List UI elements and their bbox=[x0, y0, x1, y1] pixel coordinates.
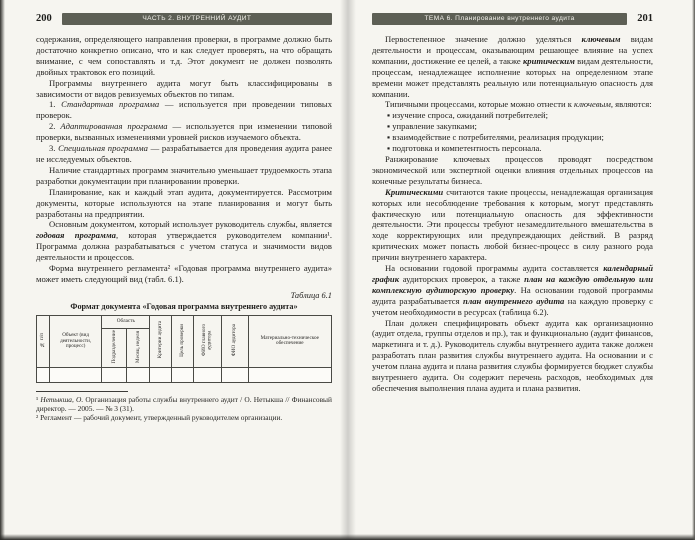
table-header-subdivision: Подразделение bbox=[102, 328, 127, 367]
paragraph: 3. Специальная программа — разрабатывается для проведения аудита ранее не исследуемых объектов. bbox=[36, 143, 333, 164]
paragraph: Программы внутреннего аудита могут быть классифицированы в зависимости от видов ревизуемых объектов по типам. bbox=[36, 77, 332, 99]
paragraph: Ранжирование ключевых процессов проводят посредством экономической или экспертной оценки влияния отдельных процессов на конечные результаты бизнеса. bbox=[372, 153, 653, 186]
page-number-left: 200 bbox=[36, 13, 52, 24]
table-header-lead-auditor: ФИО главного аудитора bbox=[194, 315, 221, 367]
paragraph: Форма внутреннего регламента² «Годовая программа внутреннего аудита» может иметь следующий вид (табл. 6.1). bbox=[36, 263, 332, 284]
bullet-item: ▪ изучение спроса, ожиданий потребителей; bbox=[387, 110, 548, 121]
scan-edge-bottom bbox=[0, 534, 695, 540]
table-header-month: Месяц, неделя bbox=[127, 328, 150, 367]
paragraph: ² Регламент — рабочий документ, утвержденный руководителем организации. bbox=[36, 413, 283, 423]
paragraph: Основным документом, который использует руководитель службы, является годовая программа, которая утверждается руководителем компании¹. Программа должна разрабатываться с учетом статуса и значимости видов деятельности и процессов. bbox=[36, 219, 333, 263]
left-text-column bbox=[36, 34, 332, 285]
page-head-right bbox=[372, 12, 653, 25]
table-header-area-group: Область bbox=[102, 315, 150, 328]
table-header-criteria: Критерии аудита bbox=[150, 315, 172, 367]
paragraph: Типичными процессами, которые можно отнести к ключевым, являются: bbox=[385, 99, 652, 110]
paragraph: 2. Адаптированная программа — используется при изменении типовой проверки, вызванных изменениями уровней рисков изучаемого объекта. bbox=[36, 121, 333, 143]
paragraph: 1. Стандартная программа — используется при проведении типовых проверок. bbox=[36, 99, 332, 121]
table-header-material: Материально-техническое обеспечение bbox=[248, 315, 331, 367]
running-header-right-label: ТЕМА 6. Планирование внутреннего аудита bbox=[424, 15, 575, 22]
paragraph: На основании годовой программы аудита составляется календарный график аудиторских проверок, а также план на каждую отдельную или комплексную аудиторскую проверку. На основании годовой программы аудита разрабатывается план внутреннего аудита на каждую проверку с учетом необходимости в ресурсах (таблица 6.2). bbox=[372, 263, 653, 317]
table-header-auditor: ФИО аудитора bbox=[221, 315, 248, 367]
bullet-item: ▪ подготовка и компетентность персонала. bbox=[387, 143, 542, 154]
bullet-item: ▪ взаимодействие с потребителями, реализация продукции; bbox=[387, 132, 604, 143]
running-header-left-label: ЧАСТЬ 2. ВНУТРЕННИЙ АУДИТ bbox=[142, 15, 252, 22]
table-caption: Таблица 6.1 bbox=[290, 290, 332, 300]
running-header-left bbox=[62, 13, 332, 25]
page-gutter bbox=[340, 0, 356, 540]
table-header-no: № п/п bbox=[37, 315, 50, 367]
paragraph: План должен специфицировать объект аудита как организационно (аудит отдела, группы отделов и пр.), так и функционально (аудит финансов, маркетинга и т. д.). Руководитель службы внутреннего аудита также должен разработать план развития службы внутреннего аудита. На основании и с учетом плана аудита и плана развития службы формируется бюджет службы внутреннего аудита. Он содержит перечень расходов, необходимых для обеспечения выполнения плана аудита и плана развития. bbox=[372, 317, 653, 393]
footnote-rule bbox=[36, 391, 128, 392]
annual-program-table bbox=[36, 315, 332, 383]
running-header-right bbox=[372, 13, 627, 25]
scan-edge-left bbox=[0, 0, 5, 540]
paragraph: содержания, определяющего направления проверки, в программе должно быть достаточно конкретно описано, что и как следует проверять, на что обращать внимание, с чем сопоставлять и т.д. Этот документ не должен позволять двойных трактовок его позиций. bbox=[36, 34, 332, 77]
right-text-column bbox=[372, 34, 653, 394]
paragraph: Первостепенное значение должно уделяться ключевым видам деятельности и процессам, оказывающим решающее влияние на успех компании, достижение ее целей, а также критическим видам деятельности, процессам, ненадлежащее исполнение которых на определенном этапе времени может представлять реальную или потенциальную опасность для компании. bbox=[372, 34, 653, 99]
table-title: Формат документа «Годовая программа внутреннего аудита» bbox=[70, 301, 298, 311]
paragraph: Наличие стандартных программ значительно уменьшает трудоемкость этапа разработки документации при планировании проверки. bbox=[36, 164, 332, 186]
page-right bbox=[348, 0, 695, 540]
footnotes bbox=[36, 395, 332, 423]
table-header-object: Объект (вид деятельности, процесс) bbox=[50, 315, 102, 367]
table-empty-row bbox=[37, 367, 332, 382]
page-head-left bbox=[36, 12, 332, 25]
bullet-item: ▪ управление закупками; bbox=[387, 121, 477, 132]
paragraph: ¹ Нетыкша, О. Организация работы службы внутреннего аудит / О. Нетыкша // Финансовый директор. — 2005. — № 3 (31). bbox=[36, 394, 332, 414]
page-number-right: 201 bbox=[637, 13, 653, 24]
paragraph: Планирование, как и каждый этап аудита, документируется. Рассмотрим документы, которые используются на этапе планирования и могут быть разработаны на предприятии. bbox=[36, 186, 332, 219]
table-header-goal: Цель проверки bbox=[172, 315, 194, 367]
paragraph: Критическими считаются такие процессы, ненадлежащая организация которых или несоблюдение требования к которым, могут представлять фактическую или потенциальную опасность для эффективности деятельности. Эти процессы требуют незамедлительного вмешательства в ходе корректирующих или предупреждающих действий. В разряд критических может попасть любой бизнес-процесс в силу разного рода причин внутреннего характера. bbox=[372, 186, 653, 263]
